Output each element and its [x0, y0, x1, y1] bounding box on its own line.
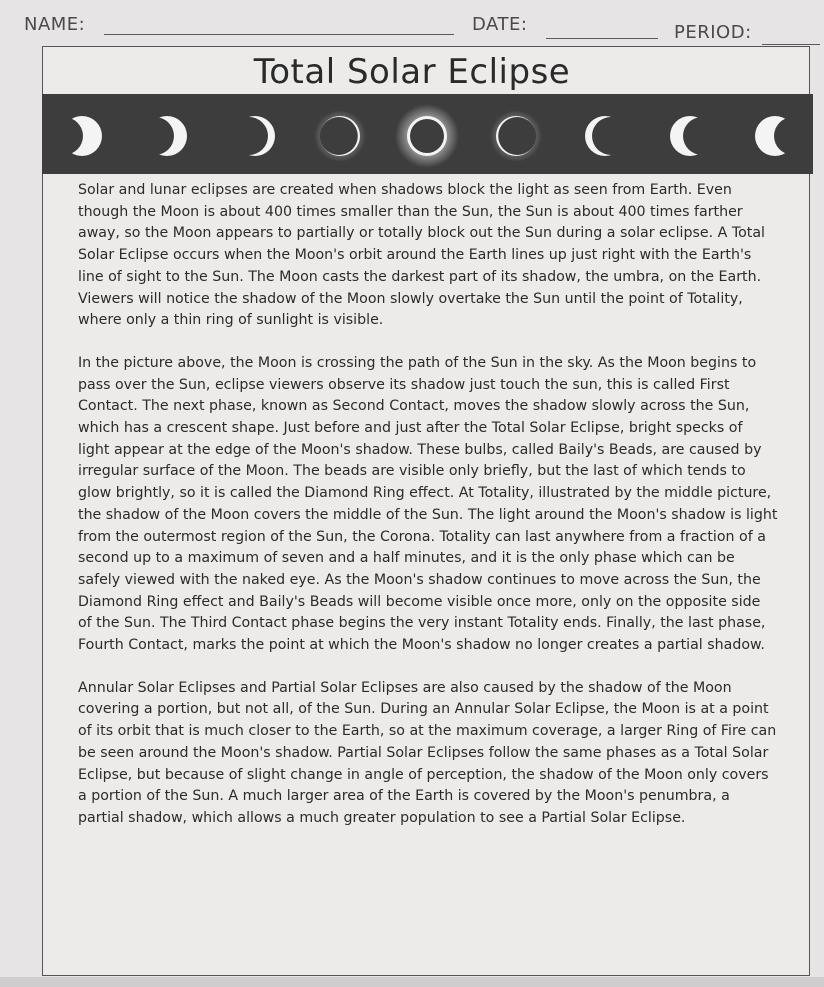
- date-label: DATE:: [472, 14, 528, 35]
- eclipse-phase-5: [395, 104, 459, 168]
- eclipse-phase-4: [314, 110, 366, 162]
- article-body: [78, 180, 778, 851]
- eclipse-phase-6: [490, 110, 542, 162]
- eclipse-phase-2: [136, 116, 187, 156]
- eclipse-phase-7: [585, 116, 630, 156]
- eclipse-phases-graphic: [42, 94, 813, 174]
- paragraph-intro: Solar and lunar eclipses are created when shadows block the light as seen from Earth. Even though the Moon is about 400 times smaller than the Sun, the Sun is about 400 times farther away, so the Moon appears to partially or totally block out the Sun during a solar eclipse. A Total Solar Eclipse occurs when the Moon's orbit around the Earth lines up just right with the Earth's line of sight to the Sun. The Moon casts the darkest part of its shadow, the umbra, on the Earth. Viewers will notice the shadow of the Moon slowly overtake the Sun until the point of Totality, where only a thin ring of sunlight is visible.: [78, 182, 765, 329]
- page-bottom-edge: [0, 977, 824, 987]
- eclipse-phase-1: [45, 116, 102, 156]
- eclipse-phase-8: [670, 116, 721, 156]
- period-label: PERIOD:: [674, 22, 752, 43]
- eclipse-phases-image: [42, 94, 813, 174]
- period-line[interactable]: [762, 44, 820, 45]
- eclipse-phase-3: [230, 116, 275, 156]
- page-title: Total Solar Eclipse: [253, 52, 571, 92]
- paragraph-phases: In the picture above, the Moon is crossing the path of the Sun in the sky. As the Moon begins to pass over the Sun, eclipse viewers observe its shadow just touch the sun, this is called First Contact. The next phase, known as Second Contact, moves the shadow slowly across the Sun, which has a crescent shape. Just before and just after the Total Solar Eclipse, bright specks of light appear at the edge of the Moon's shadow. These bulbs, called Baily's Beads, are caused by irregular surface of the Moon. The beads are visible only briefly, but the last of which tends to glow brightly, so it is called the Diamond Ring effect. At Totality, illustrated by the middle picture, the shadow of the Moon covers the middle of the Sun. The light around the Moon's shadow is light from the outermost region of the Sun, the Corona. Totality can last anywhere from a fraction of a second up to a maximum of seven and a half minutes, and it is the only phase which can be safely viewed with the naked eye. As the Moon's shadow continues to move across the Sun, the Diamond Ring effect and Baily's Beads will become visible once more, only on the opposite side of the Sun. The Third Contact phase begins the very instant Totality ends. Finally, the last phase, Fourth Contact, marks the point at which the Moon's shadow no longer creates a partial shadow.: [78, 354, 778, 654]
- name-label: NAME:: [24, 14, 86, 35]
- name-line[interactable]: [104, 34, 454, 35]
- eclipse-phase-9: [755, 116, 812, 156]
- date-line[interactable]: [546, 38, 658, 39]
- paragraph-annular-partial: Annular Solar Eclipses and Partial Solar Eclipses are also caused by the shadow of the Moon covering a portion, but not all, of the Sun. During an Annular Solar Eclipse, the Moon is at a point of its orbit that is much closer to the Earth, so at the maximum coverage, a larger Ring of Fire can be seen around the Moon's shadow. Partial Solar Eclipses follow the same phases as a Total Solar Eclipse, but because of slight change in angle of perception, the shadow of the Moon only covers a portion of the Sun. A much larger area of the Earth is covered by the Moon's penumbra, a partial shadow, which allows a much greater population to see a Partial Solar Eclipse.: [78, 679, 777, 826]
